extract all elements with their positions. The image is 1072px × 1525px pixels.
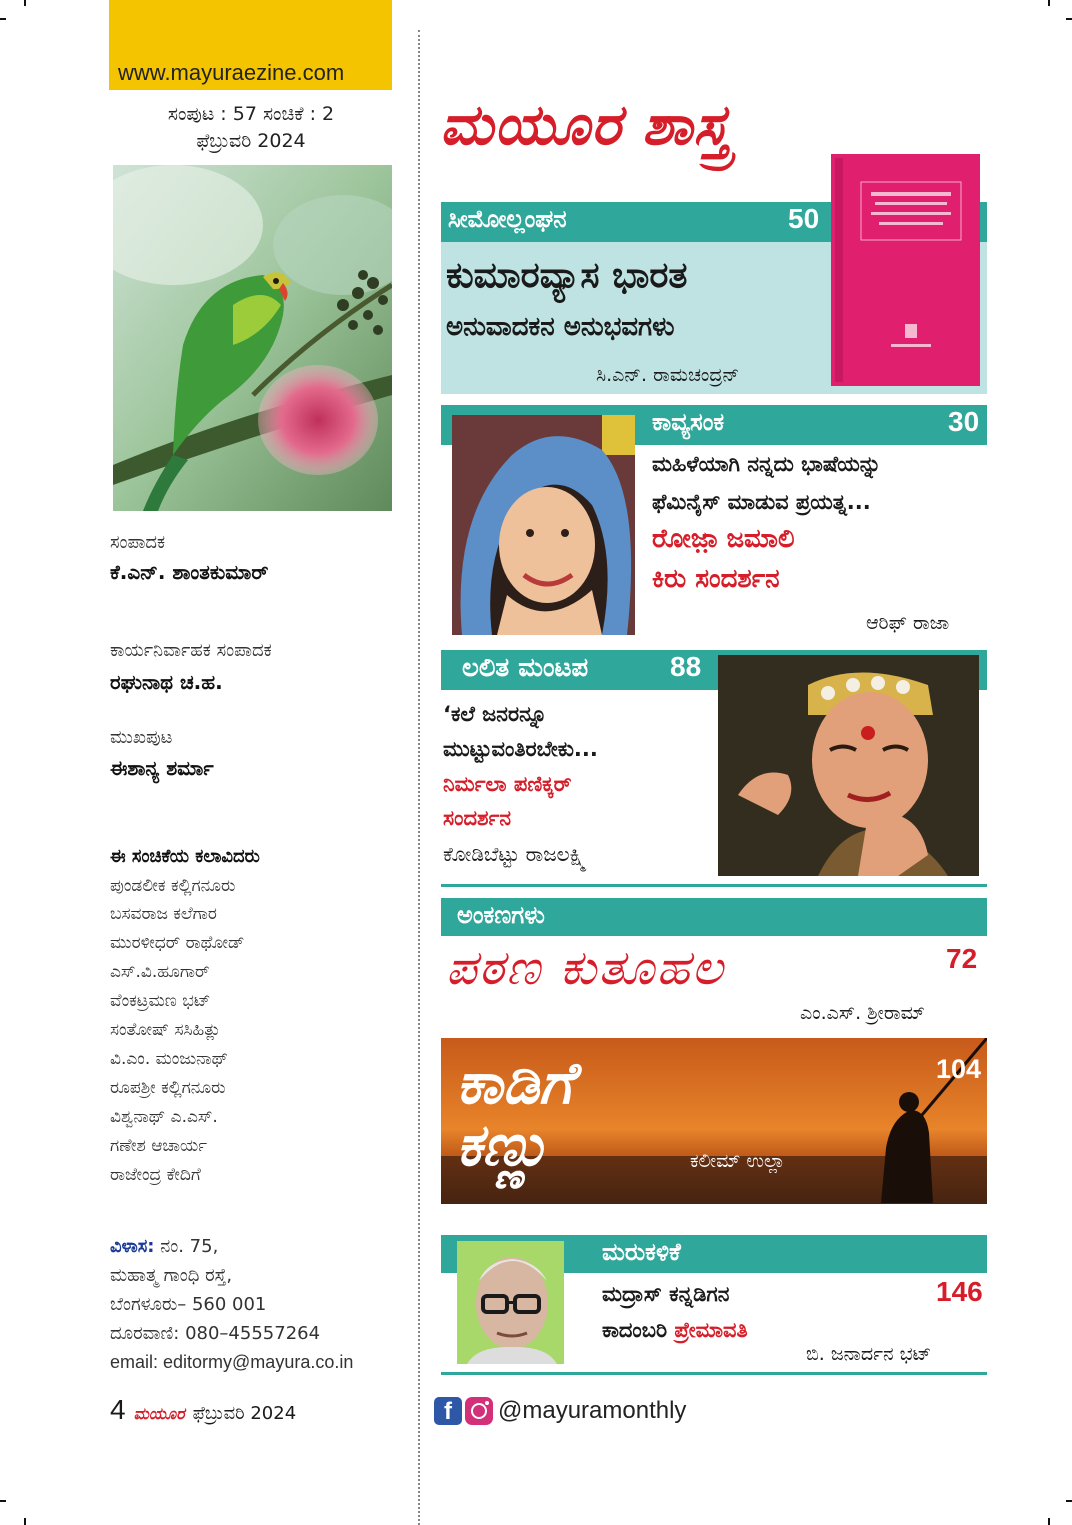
- cover-credit-label: ಮುಖಪುಟ: [110, 727, 173, 748]
- crop-mark: [24, 1518, 26, 1525]
- artist-name: ಬಸವರಾಜ ಕಲೆಗಾರ: [110, 904, 217, 924]
- column-divider: [418, 30, 420, 1525]
- crop-mark: [1066, 18, 1072, 20]
- section-4-feature-title: ಪಠಣ ಕುತೂಹಲ: [446, 940, 725, 996]
- address-number: ನಂ. 75,: [160, 1236, 219, 1257]
- section-1-subhead: ಅನುವಾದಕನ ಅನುಭವಗಳು: [446, 312, 675, 342]
- crop-mark: [1048, 1518, 1050, 1525]
- section-3-title: ಲಲಿತ ಮಂಟಪ: [462, 653, 589, 683]
- artists-heading: ಈ ಸಂಚಿಕೆಯ ಕಲಾವಿದರು: [110, 846, 260, 867]
- section-3-line-1: ‘ಕಲೆ ಜನರನ್ನೂ: [443, 702, 547, 726]
- section-3-red-1: ನಿರ್ಮಲಾ ಪಣಿಕ್ಕರ್: [443, 772, 572, 796]
- social-links: [434, 1397, 686, 1425]
- artist-name: ಮುರಳೀಧರ್ ರಾಥೋಡ್: [110, 933, 245, 953]
- social-handle[interactable]: @mayuramonthly: [498, 1397, 687, 1424]
- phone-number: ದೂರವಾಣಿ: 080–45557264: [110, 1323, 321, 1344]
- facebook-icon[interactable]: f: [434, 1397, 462, 1425]
- section-4-page: 72: [946, 943, 978, 974]
- section-5-page: 104: [936, 1054, 982, 1084]
- crop-mark: [1048, 0, 1050, 6]
- editor-label: ಸಂಪಾದಕ: [110, 532, 166, 553]
- section-2-red-1: ರೋಜ಼ಾ ಜಮಾಲಿ: [652, 524, 795, 554]
- section-5-feature-title: ಕಾಡಿಗೆ ಕಣ್ಣು: [456, 1049, 573, 1179]
- section-2-line-2: ಫೆಮಿನೈಸ್ ಮಾಡುವ ಪ್ರಯತ್ನ...: [652, 490, 871, 514]
- address-line-3: ಬೆಂಗಳೂರು– 560 001: [110, 1294, 267, 1315]
- section-1-headline: ಕುಮಾರವ್ಯಾಸ ಭಾರತ: [446, 255, 688, 296]
- section-1-author: ಸಿ.ಎನ್. ರಾಮಚಂದ್ರನ್: [596, 364, 740, 386]
- section-6-page: 146: [936, 1276, 983, 1307]
- section-2-line-1: ಮಹಿಳೆಯಾಗಿ ನನ್ನದು ಭಾಷೆಯನ್ನು: [652, 452, 881, 476]
- section-3-author: ಕೋಡಿಬೆಟ್ಟು ರಾಜಲಕ್ಷ್ಮಿ: [443, 842, 587, 866]
- address-label: ವಿಳಾಸ:: [110, 1236, 155, 1257]
- crop-mark: [1066, 1500, 1072, 1502]
- instagram-icon[interactable]: [465, 1397, 493, 1425]
- cover-image-bird: [113, 165, 392, 511]
- section-6-line-2-text: ಕಾದಂಬರಿ: [602, 1318, 675, 1342]
- section-6-novel-title: ಪ್ರೇಮಾವತಿ: [674, 1318, 748, 1342]
- exec-editor-label: ಕಾರ್ಯನಿರ್ವಾಹಕ ಸಂಪಾದಕ: [110, 640, 272, 661]
- page-footer: [110, 1394, 296, 1426]
- author-photo-man: [457, 1241, 564, 1364]
- masthead-title: ಮಯೂರ ಶಾಸ್ತ್ರ: [440, 92, 731, 158]
- section-6-author: ಬಿ. ಜನಾರ್ದನ ಭಟ್: [806, 1343, 932, 1365]
- crop-mark: [0, 18, 6, 20]
- section-divider: [441, 1372, 987, 1375]
- email-address[interactable]: email: editormy@mayura.co.in: [110, 1352, 354, 1372]
- editor-name: ಕೆ.ಎನ್. ಶಾಂತಕುಮಾರ್: [110, 560, 269, 584]
- section-2-page: 30: [948, 406, 980, 437]
- footer-date: ಫೆಬ್ರುವರಿ 2024: [192, 1403, 297, 1424]
- crop-mark: [0, 1500, 6, 1502]
- website-url[interactable]: www.mayuraezine.com: [118, 60, 345, 85]
- section-6-line-1: ಮದ್ರಾಸ್ ಕನ್ನಡಿಗನ: [602, 1282, 730, 1306]
- section-2-title: ಕಾವ್ಯಸಂಕ: [652, 408, 725, 436]
- address-line-2: ಮಹಾತ್ಮ ಗಾಂಧಿ ರಸ್ತೆ,: [110, 1265, 233, 1286]
- artist-name: ವೆಂಕಟ್ರಮಣ ಭಟ್: [110, 991, 211, 1011]
- artist-name: ಎಸ್.ವಿ.ಹೂಗಾರ್: [110, 962, 210, 982]
- section-3-line-2: ಮುಟ್ಟುವಂತಿರಬೇಕು...: [443, 737, 598, 761]
- exec-editor-name: ರಘುನಾಥ ಚ.ಹ.: [110, 670, 223, 694]
- artist-name: ರಾಜೇಂದ್ರ ಕೇದಿಗೆ: [110, 1165, 201, 1185]
- section-1-page: 50: [788, 203, 820, 234]
- page-number: 4: [110, 1394, 126, 1425]
- section-3-page: 88: [670, 651, 702, 682]
- artist-name: ರೂಪಶ್ರೀ ಕಲ್ಲಿಗನೂರು: [110, 1078, 226, 1098]
- cover-credit-name: ಈಶಾನ್ಯ ಶರ್ಮಾ: [110, 756, 214, 780]
- issue-date: ಫೆಬ್ರುವರಿ 2024: [196, 130, 306, 152]
- section-2-red-2: ಕಿರು ಸಂದರ್ಶನ: [652, 564, 780, 594]
- artist-name: ವಿಶ್ವನಾಥ್ ಎ.ಎಸ್.: [110, 1107, 218, 1127]
- section-6-line-2: [602, 1318, 748, 1343]
- section-5-author: ಕಲೀಮ್ ಉಲ್ಲಾ: [690, 1150, 786, 1172]
- book-cover-image: [831, 154, 980, 386]
- author-photo-woman: [452, 415, 635, 635]
- section-3-red-2: ಸಂದರ್ಶನ: [443, 806, 512, 830]
- crop-mark: [24, 0, 26, 6]
- dancer-photo: [718, 655, 979, 876]
- artist-name: ವಿ.ಎಂ. ಮಂಜುನಾಥ್: [110, 1049, 229, 1069]
- section-2-author: ಆರಿಫ್ ರಾಜಾ: [866, 612, 950, 634]
- section-4-author: ಎಂ.ಎಸ್. ಶ್ರೀರಾಮ್: [800, 1002, 925, 1024]
- artist-name: ಪುಂಡಲೀಕ ಕಲ್ಲಿಗನೂರು: [110, 876, 236, 896]
- section-6-title: ಮರುಕಳಿಕೆ: [602, 1238, 681, 1266]
- footer-brand: ಮಯೂರ: [133, 1404, 185, 1423]
- section-divider: [441, 884, 987, 887]
- issue-volume: ಸಂಪುಟ : 57 ಸಂಚಿಕೆ : 2: [167, 103, 335, 125]
- section-1-title: ಸೀಮೋಲ್ಲಂಘನ: [448, 205, 567, 233]
- artist-name: ಗಣೇಶ ಆಚಾರ್ಯ: [110, 1136, 208, 1156]
- address-line-1: [110, 1236, 218, 1257]
- artist-name: ಸಂತೋಷ್ ಸಸಿಹಿತ್ಲು: [110, 1020, 221, 1040]
- section-4-title: ಅಂಕಣಗಳು: [457, 901, 545, 929]
